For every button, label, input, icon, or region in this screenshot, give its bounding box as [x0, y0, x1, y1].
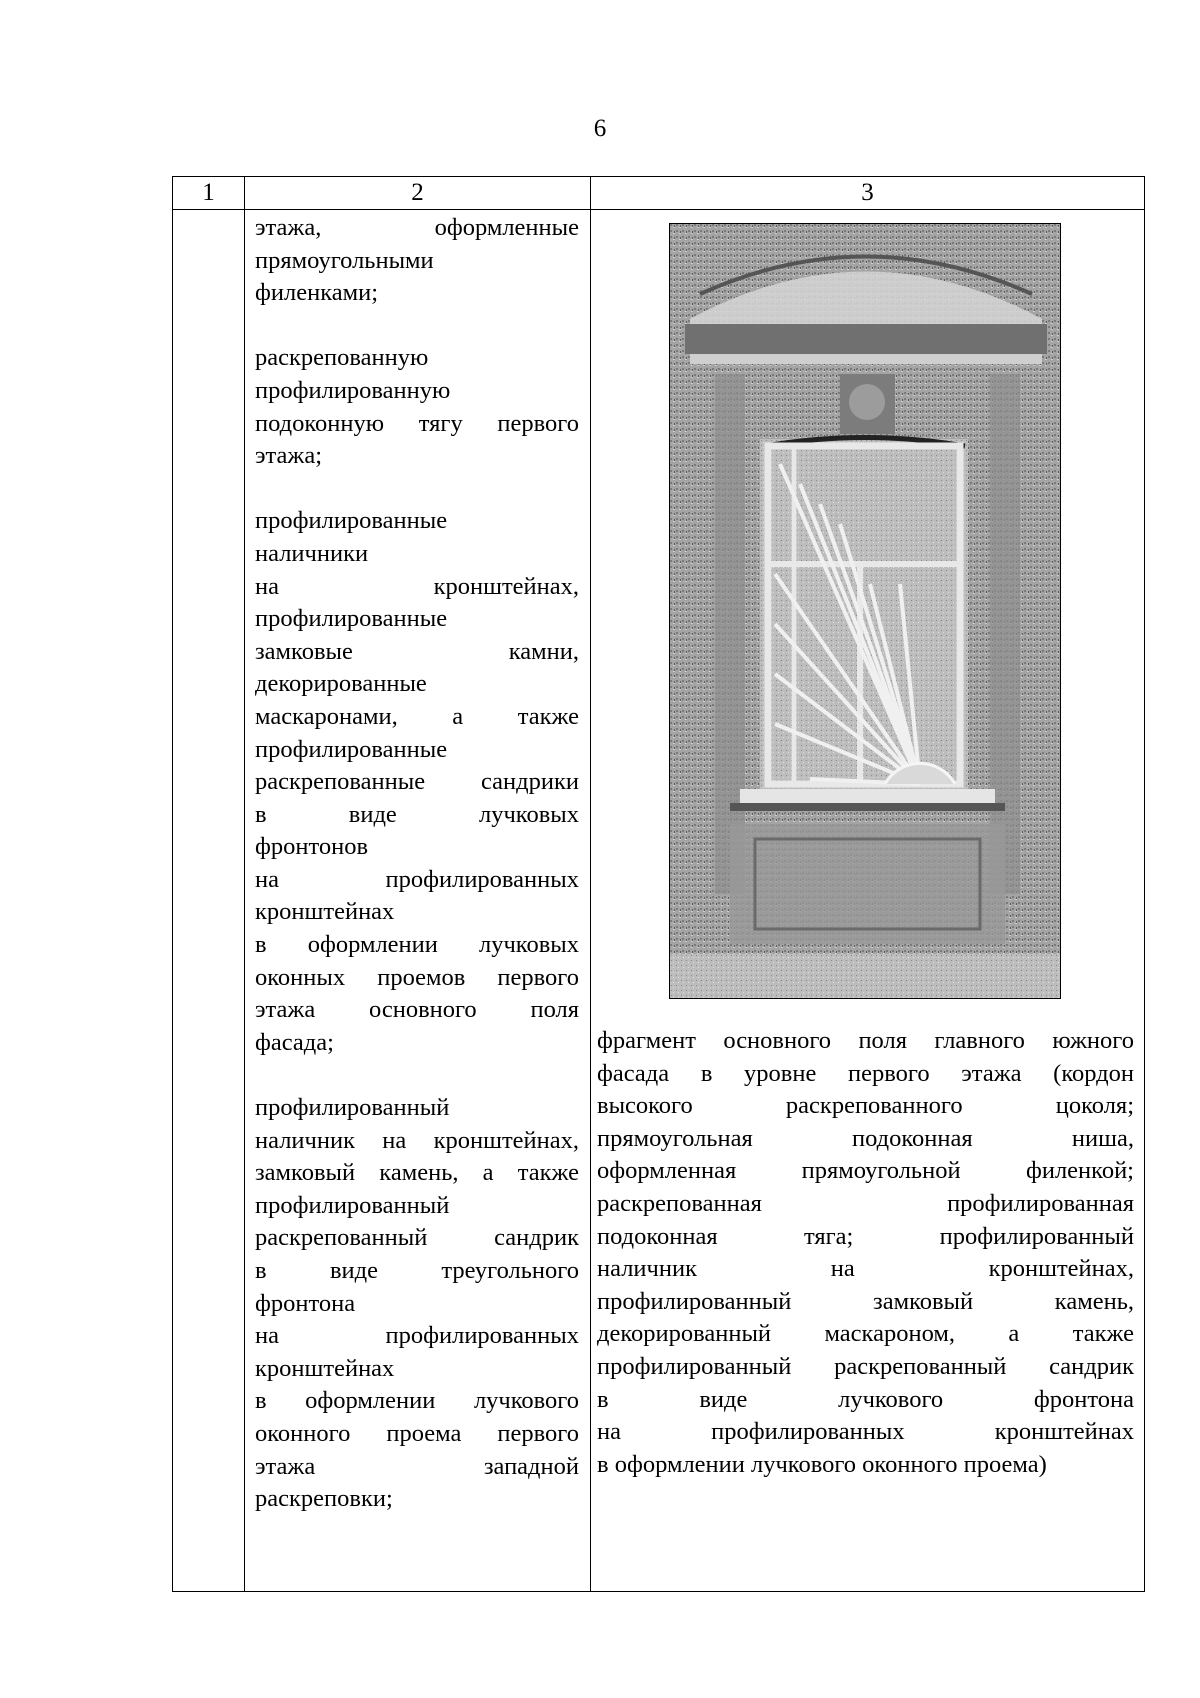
column-divider: [590, 177, 591, 1591]
description-line: в виде лучковых: [255, 800, 579, 828]
description-line: этажа, оформленные: [255, 214, 579, 241]
header-col-1: 1: [202, 179, 215, 206]
description-line: фронтонов: [255, 833, 369, 861]
element-description: [255, 212, 579, 1516]
description-line: подоконную тягу первого: [255, 409, 579, 437]
header-divider: [173, 209, 1144, 210]
description-line: профилированные: [255, 735, 448, 763]
description-line: этажа западной: [255, 1452, 579, 1480]
description-line: в оформлении лучкового: [255, 1387, 579, 1415]
description-line: профилированные: [255, 605, 448, 633]
caption-line: профилированный раскрепованный сандрик: [597, 1352, 1134, 1380]
caption-line: в виде лучкового фронтона: [597, 1385, 1134, 1413]
caption-line: высокого раскрепованного цоколя;: [597, 1092, 1134, 1120]
description-line: раскрепованную: [255, 344, 429, 372]
caption-line: наличник на кронштейнах,: [597, 1255, 1134, 1283]
description-line: профилированные: [255, 507, 448, 535]
description-table: [172, 176, 1145, 1592]
caption-line: фасада в уровне первого этажа (кордон: [597, 1059, 1134, 1087]
caption-line: профилированный замковый камень,: [597, 1287, 1134, 1315]
description-line: оконного проема первого: [255, 1419, 579, 1447]
caption-line: в оформлении лучкового оконного проема): [597, 1450, 1047, 1478]
caption-line: подоконная тяга; профилированный: [597, 1222, 1134, 1250]
description-line: кронштейнах: [255, 1354, 395, 1382]
paragraph-gap: [255, 473, 579, 506]
column-divider: [244, 177, 245, 1591]
description-line: на профилированных: [255, 865, 579, 893]
caption-line: фрагмент основного поля главного южного: [597, 1027, 1134, 1054]
description-line: декорированные: [255, 670, 427, 698]
photo-caption: [597, 1025, 1134, 1481]
description-line: фасада;: [255, 1028, 334, 1056]
page-number: 6: [593, 115, 607, 142]
caption-line: на профилированных кронштейнах: [597, 1418, 1134, 1446]
description-line: раскрепованные сандрики: [255, 768, 579, 796]
description-line: профилированную: [255, 376, 451, 404]
description-line: наличники: [255, 539, 369, 567]
header-col-3: 3: [861, 179, 874, 206]
description-line: раскрепованный сандрик: [255, 1224, 579, 1252]
description-line: кронштейнах: [255, 898, 395, 926]
description-line: этажа;: [255, 442, 323, 470]
caption-line: оформленная прямоугольной филенкой;: [597, 1157, 1134, 1185]
description-line: наличник на кронштейнах,: [255, 1126, 579, 1154]
description-line: замковые камни,: [255, 637, 579, 665]
description-line: в оформлении лучковых: [255, 931, 579, 959]
caption-line: декорированный маскароном, а также: [597, 1320, 1134, 1348]
caption-line: раскрепованная профилированная: [597, 1189, 1134, 1217]
description-line: профилированный: [255, 1191, 450, 1219]
description-line: маскаронами, а также: [255, 702, 579, 730]
description-line: фронтона: [255, 1289, 356, 1317]
description-line: замковый камень, а также: [255, 1159, 579, 1187]
paragraph-gap: [255, 310, 579, 343]
description-line: филенками;: [255, 279, 379, 307]
description-line: прямоугольными: [255, 246, 434, 274]
paragraph-gap: [255, 1059, 579, 1092]
description-line: этажа основного поля: [255, 996, 579, 1024]
facade-window-photo: [669, 223, 1061, 999]
description-line: на кронштейнах,: [255, 572, 579, 600]
description-line: оконных проемов первого: [255, 963, 579, 991]
description-line: в виде треугольного: [255, 1257, 579, 1284]
description-line: на профилированных: [255, 1322, 579, 1350]
description-line: профилированный: [255, 1094, 450, 1122]
description-line: раскреповки;: [255, 1485, 393, 1513]
header-col-2: 2: [411, 179, 424, 206]
caption-line: прямоугольная подоконная ниша,: [597, 1124, 1134, 1152]
